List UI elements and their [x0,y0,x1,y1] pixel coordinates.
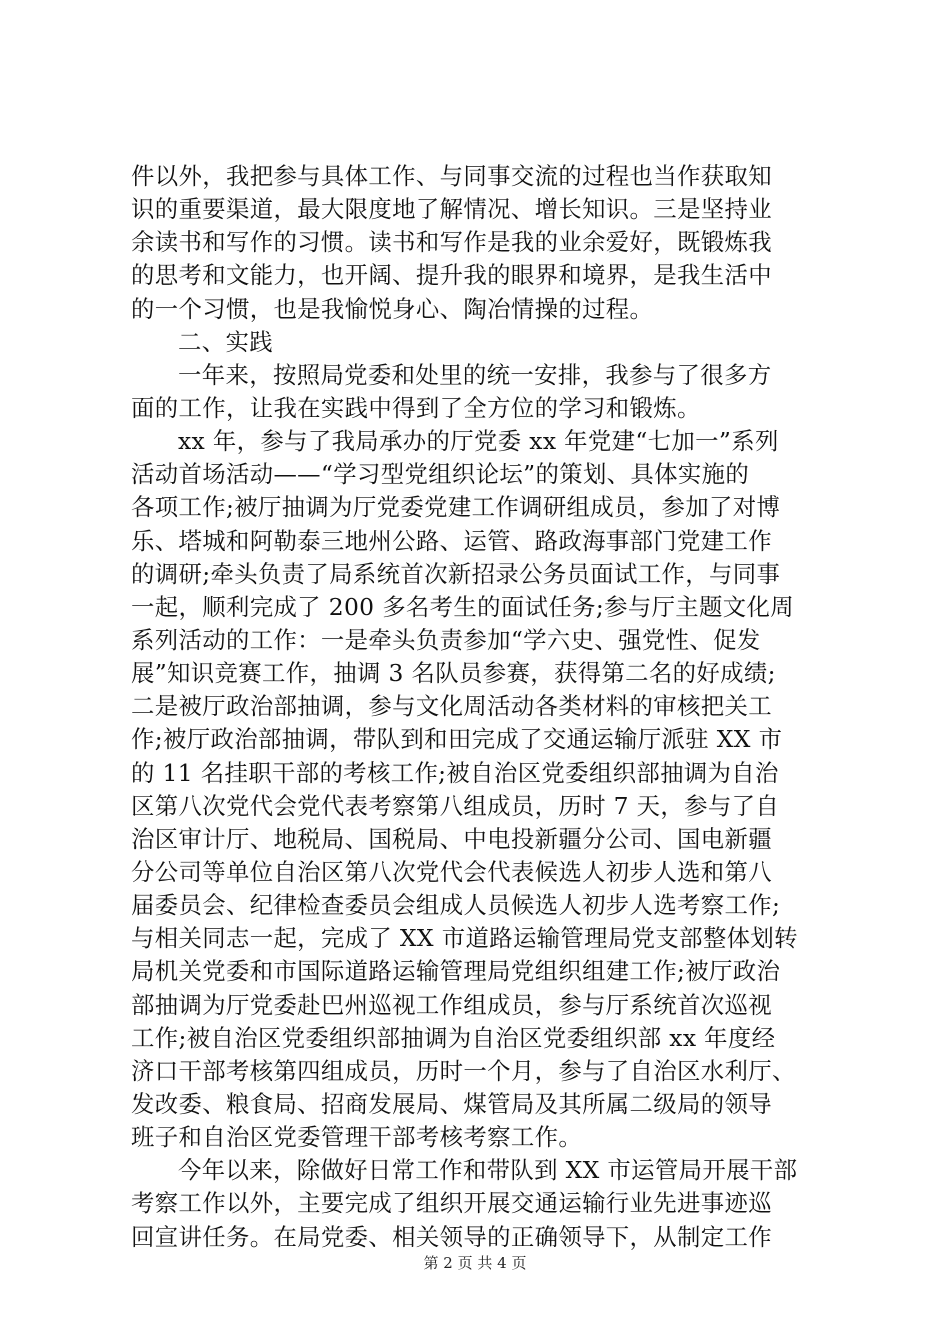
text-line: 部抽调为厅党委赴巴州巡视工作组成员，参与厅系统首次巡视 [131,990,772,1019]
text-line: 乐、塔城和阿勒泰三地州公路、运管、路政海事部门党建工作 [131,526,772,555]
text-line: 局机关党委和市国际道路运输管理局党组织组建工作;被厅政治 [131,957,781,986]
text-line: xx 年，参与了我局承办的厅党委 xx 年党建“七加一”系列 [178,427,779,456]
text-line: 班子和自治区党委管理干部考核考察工作。 [131,1123,583,1152]
text-line: 今年以来，除做好日常工作和带队到 XX 市运管局开展干部 [178,1156,798,1185]
text-line: 余读书和写作的习惯。读书和写作是我的业余爱好，既锻炼我 [131,228,772,257]
text-line: 届委员会、纪律检查委员会组成人员候选人初步人选考察工作; [131,891,781,920]
text-line: 回宣讲任务。在局党委、相关领导的正确领导下，从制定工作 [131,1222,772,1251]
text-line: 系列活动的工作：一是牵头负责参加“学六史、强党性、促发 [131,625,761,654]
text-line: 的思考和文能力，也开阔、提升我的眼界和境界，是我生活中 [131,261,772,290]
text-line: 分公司等单位自治区第八次党代会代表候选人初步人选和第八 [131,857,772,886]
text-line: 考察工作以外，主要完成了组织开展交通运输行业先进事迹巡 [131,1189,772,1218]
text-line: 二、实践 [178,327,273,356]
text-line: 面的工作，让我在实践中得到了全方位的学习和锻炼。 [131,393,701,422]
text-line: 的调研;牵头负责了局系统首次新招录公务员面试工作，与同事 [131,559,781,588]
text-line: 活动首场活动——“学习型党组织论坛”的策划、具体实施的 [131,460,750,489]
text-line: 的 11 名挂职干部的考核工作;被自治区党委组织部抽调为自治 [131,758,779,787]
text-line: 发改委、粮食局、招商发展局、煤管局及其所属二级局的领导 [131,1089,772,1118]
text-line: 作;被厅政治部抽调，带队到和田完成了交通运输厅派驻 XX 市 [131,725,783,754]
text-line: 识的重要渠道，最大限度地了解情况、增长知识。三是坚持业 [131,195,772,224]
text-line: 济口干部考核第四组成员，历时一个月，参与了自治区水利厅、 [131,1056,796,1085]
text-line: 的一个习惯，也是我愉悦身心、陶冶情操的过程。 [131,294,654,323]
page-footer: 第 2 页 共 4 页 [423,1254,527,1272]
text-line: 与相关同志一起，完成了 XX 市道路运输管理局党支部整体划转 [131,924,798,953]
text-line: 件以外，我把参与具体工作、与同事交流的过程也当作获取知 [131,162,772,190]
text-line: 各项工作;被厅抽调为厅党委党建工作调研组成员，参加了对博 [131,493,781,522]
document-body [131,160,821,1254]
text-line: 一年来，按照局党委和处里的统一安排，我参与了很多方 [178,360,772,389]
text-line: 治区审计厅、地税局、国税局、中电投新疆分公司、国电新疆 [131,824,772,853]
text-line: 展”知识竞赛工作，抽调 3 名队员参赛，获得第二名的好成绩; [131,659,776,688]
text-line: 区第八次党代会党代表考察第八组成员，历时 7 天，参与了自 [131,791,780,820]
text-line: 二是被厅政治部抽调，参与文化周活动各类材料的审核把关工 [131,692,772,721]
text-line: 工作;被自治区党委组织部抽调为自治区党委组织部 xx 年度经 [131,1023,776,1052]
text-line: 一起，顺利完成了 200 多名考生的面试任务;参与厅主题文化周 [131,592,795,621]
